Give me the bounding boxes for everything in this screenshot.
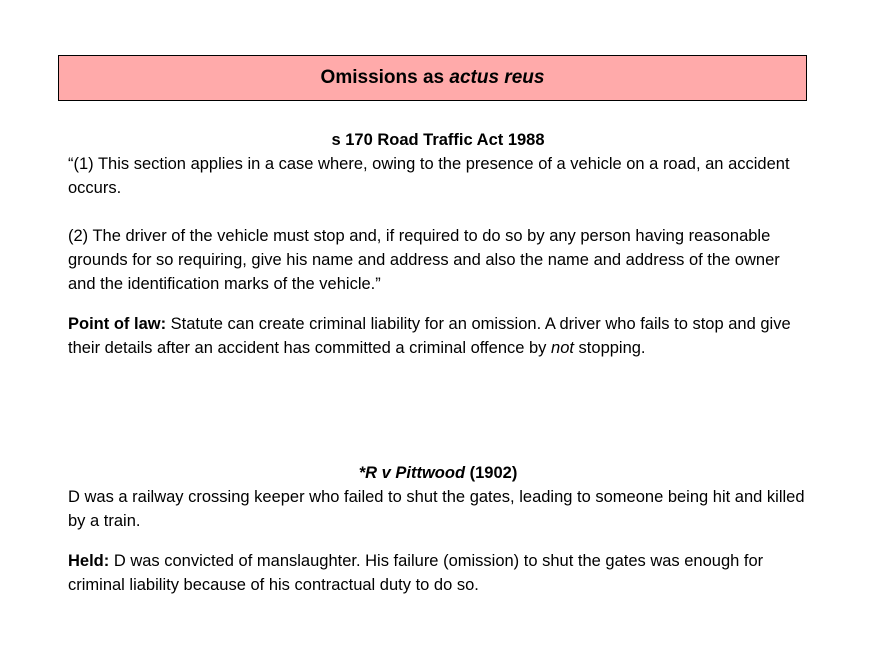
- case-section: [68, 461, 808, 597]
- point-of-law-italic: not: [551, 339, 574, 357]
- case-heading: [68, 461, 808, 485]
- point-of-law-text-a: Statute can create criminal liability for an omission. A driver who fails to stop and give their details after an accident has committed a criminal offence by: [68, 315, 791, 357]
- point-of-law: [68, 312, 808, 360]
- point-of-law-text-b: stopping.: [573, 339, 646, 357]
- case-year: (1902): [465, 464, 518, 482]
- case-facts: D was a railway crossing keeper who failed to shut the gates, leading to someone being hit and killed by a train.: [68, 488, 805, 530]
- point-of-law-label: Point of law:: [68, 315, 167, 333]
- page-title: [58, 55, 807, 101]
- title-italic: actus reus: [449, 67, 545, 88]
- held-text: D was convicted of manslaughter. His failure (omission) to shut the gates was enough for criminal liability because of his contractual duty to do so.: [68, 552, 764, 594]
- held-label: Held:: [68, 552, 110, 570]
- statute-section: [68, 128, 808, 360]
- statute-heading: s 170 Road Traffic Act 1988: [331, 131, 545, 149]
- title-text: Omissions as: [320, 67, 445, 88]
- case-name: *R v Pittwood: [358, 464, 466, 482]
- statute-para-2: (2) The driver of the vehicle must stop and, if required to do so by any person having reasonable grounds for so requiring, give his name and address and also the name and address of the owner and the identification marks of the vehicle.”: [68, 227, 780, 293]
- statute-para-1: “(1) This section applies in a case where, owing to the presence of a vehicle on a road, an accident occurs.: [68, 155, 790, 197]
- case-held: [68, 549, 808, 597]
